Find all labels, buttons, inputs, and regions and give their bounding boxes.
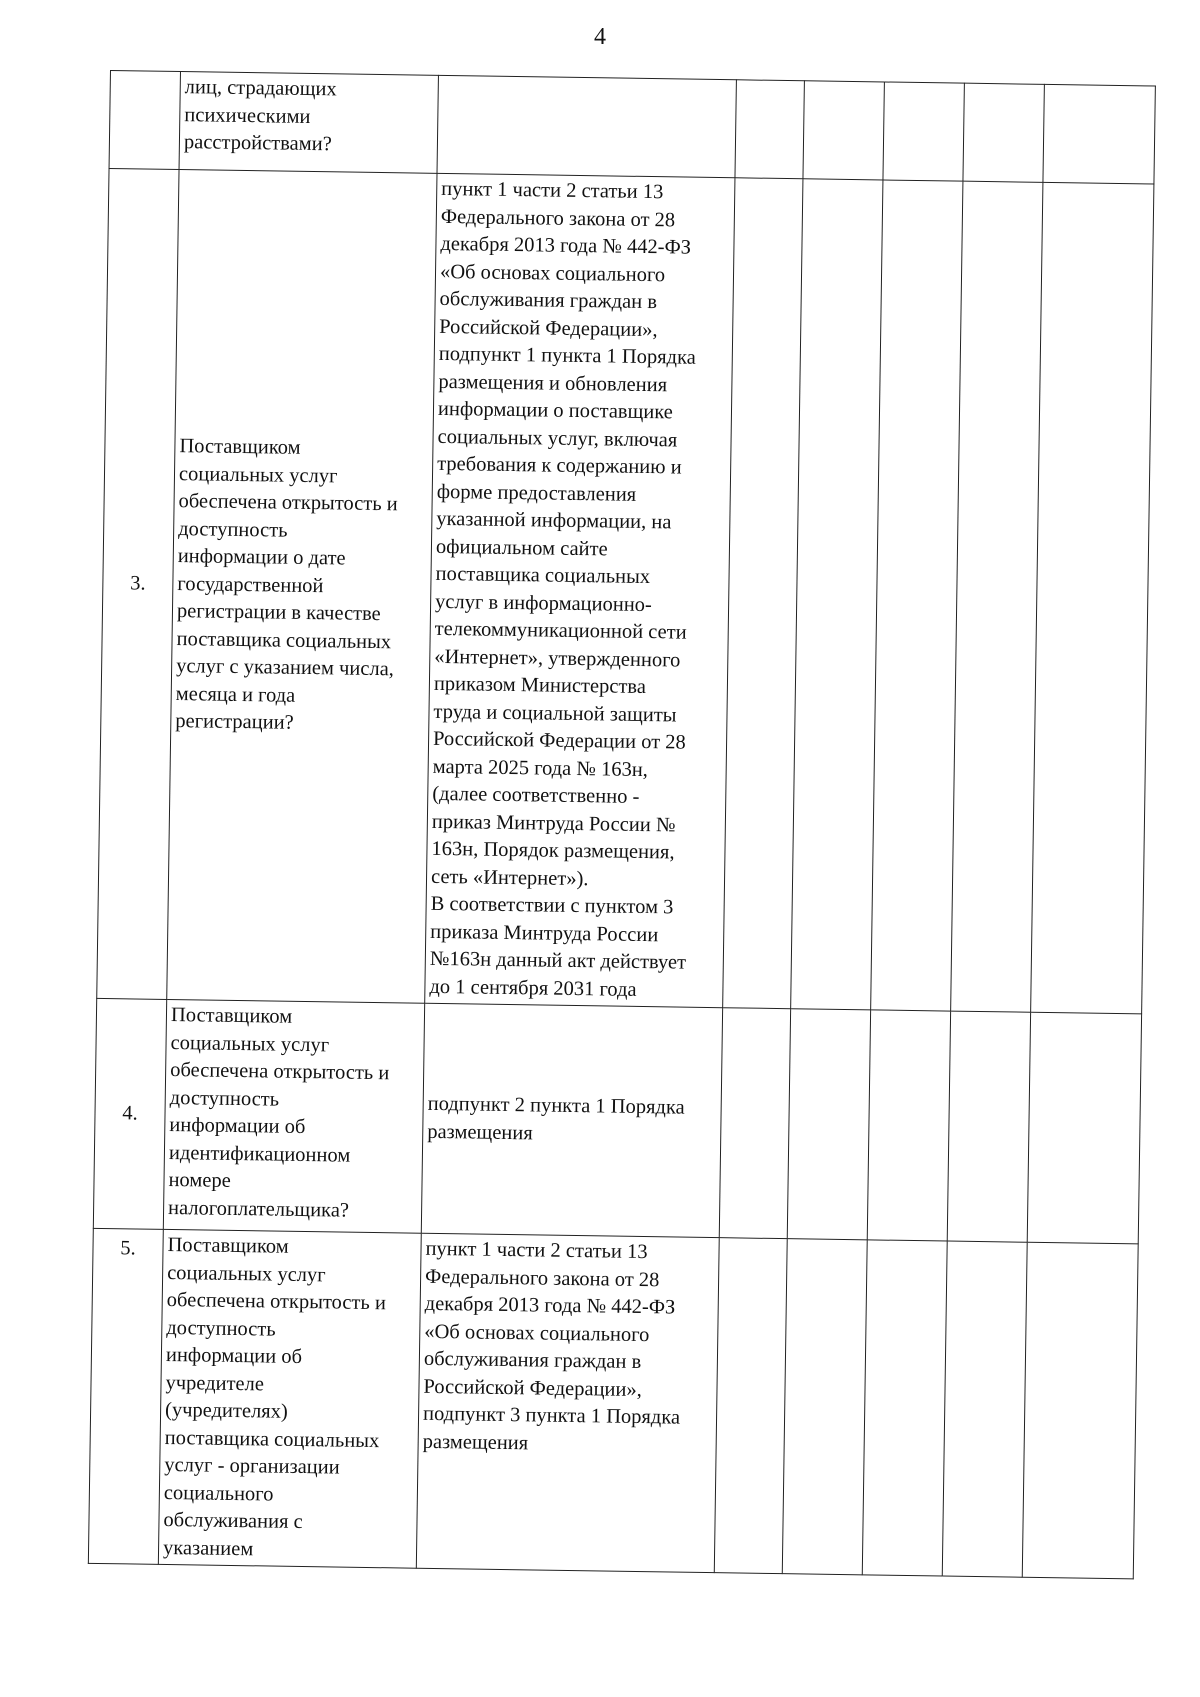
table-row bbox=[97, 168, 1154, 1013]
empty-answer-cell bbox=[787, 1009, 870, 1240]
empty-answer-cell bbox=[723, 178, 803, 1009]
empty-answer-cell bbox=[803, 81, 884, 180]
empty-answer-cell bbox=[942, 1241, 1027, 1577]
row-number: 3. bbox=[97, 168, 179, 999]
empty-answer-cell bbox=[951, 181, 1043, 1012]
question-text: лиц, страдающих психическими расстройствами? bbox=[183, 76, 337, 156]
empty-note-cell bbox=[1022, 1242, 1138, 1579]
legal-basis-cell bbox=[437, 75, 736, 177]
legal-basis-cell: пункт 1 части 2 статьи 13 Федерального закона от 28 декабря 2013 года № 442-ФЗ «Об основах социального обслуживания граждан в Российской Федерации», подпункт 3 пункта 1 Порядка размещения bbox=[416, 1233, 719, 1572]
table-row bbox=[93, 998, 1141, 1243]
empty-answer-cell bbox=[871, 180, 963, 1011]
checklist-sheet bbox=[88, 70, 1156, 1579]
empty-answer-cell bbox=[791, 179, 883, 1010]
question-text: Поставщиком социальных услуг обеспечена открытость и доступность информации об учредителе (учредителях) поставщика социальных услуг - организации социального обслуживания с указанием bbox=[162, 1233, 387, 1560]
question-cell bbox=[158, 1229, 421, 1568]
table-row bbox=[88, 1228, 1138, 1578]
question-cell bbox=[167, 170, 437, 1004]
table-row bbox=[109, 71, 1155, 184]
question-cell bbox=[163, 999, 424, 1233]
empty-note-cell bbox=[1031, 182, 1154, 1014]
empty-answer-cell bbox=[735, 80, 804, 179]
empty-note-cell bbox=[1043, 84, 1155, 184]
empty-answer-cell bbox=[714, 1238, 787, 1574]
row-number bbox=[109, 71, 180, 170]
empty-answer-cell bbox=[862, 1240, 947, 1576]
legal-basis-cell: пункт 1 части 2 статьи 13 Федерального закона от 28 декабря 2013 года № 442-ФЗ «Об основах социального обслуживания граждан в Российской Федерации», подпункт 1 пункта 1 Порядка размещения и обновления информации о поставщике социальных услуг, включая требования к содержанию и форме предоставления указанной информации, на официальном сайте поставщика социальных услуг в информационно- телекоммуникационной сети «Интернет», утвержденного приказом Министерства труда и социальной защиты Российской Федерации от 28 марта 2025 года № 163н, (далее соответственно - приказ Минтруда России № 163н, Порядок размещения, сеть «Интернет»). В соответствии с пунктом 3 приказа Минтруда России №163н данный акт действует до 1 сентября 2031 года bbox=[425, 173, 735, 1007]
empty-answer-cell bbox=[883, 82, 964, 181]
empty-answer-cell bbox=[963, 83, 1044, 182]
empty-answer-cell bbox=[867, 1010, 950, 1241]
page-number: 4 bbox=[594, 24, 606, 50]
question-text: Поставщиком социальных услуг обеспечена открытость и доступность информации о дате государственной регистрации в качестве поставщика социальных услуг с указанием числа, месяца и года регистрации? bbox=[175, 435, 398, 735]
empty-answer-cell bbox=[782, 1239, 867, 1575]
legal-basis-cell: подпункт 2 пункта 1 Порядка размещения bbox=[421, 1003, 722, 1237]
checklist-table bbox=[88, 70, 1156, 1579]
empty-answer-cell bbox=[947, 1011, 1030, 1242]
question-cell bbox=[179, 72, 438, 174]
question-text: Поставщиком социальных услуг обеспечена открытость и доступность информации об идентификационном номере налогоплательщика? bbox=[167, 1004, 390, 1222]
empty-answer-cell bbox=[719, 1008, 790, 1239]
empty-note-cell bbox=[1027, 1012, 1141, 1244]
row-number: 4. bbox=[93, 998, 166, 1229]
row-number: 5. bbox=[88, 1228, 163, 1564]
